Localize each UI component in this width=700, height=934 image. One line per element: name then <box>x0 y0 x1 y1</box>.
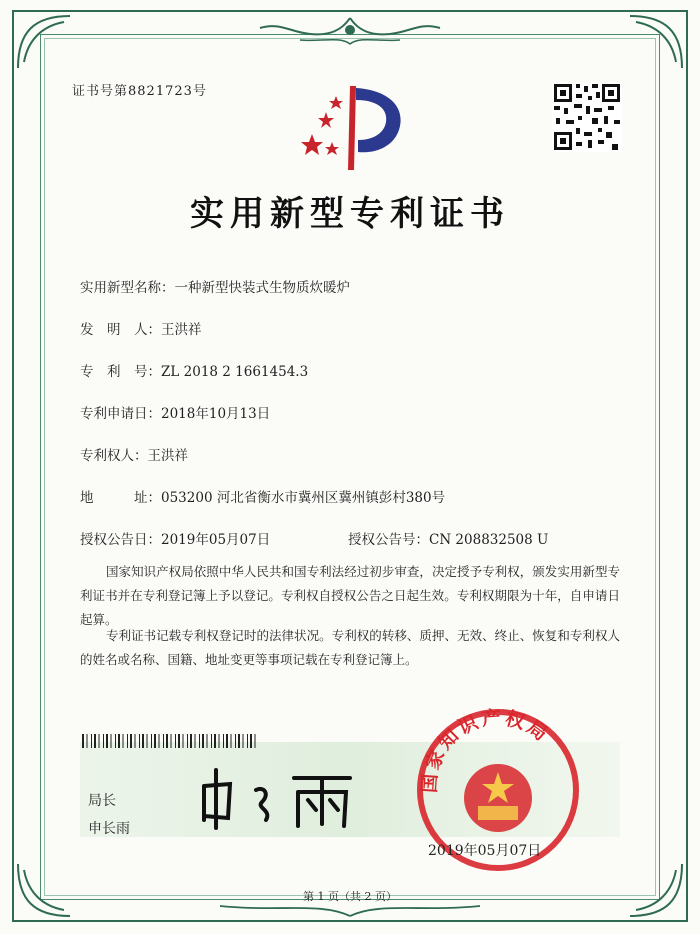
corner-ornament-icon <box>626 12 686 72</box>
address: 053200 河北省衡水市冀州区冀州镇彭村380号 <box>161 490 446 506</box>
field-label: 地 址： <box>80 490 161 506</box>
field-label: 实用新型名称： <box>80 280 175 296</box>
seal-date: 2019年05月07日 <box>428 843 542 859</box>
field-label: 授权公告日： <box>80 532 161 548</box>
certificate-title: 实用新型专利证书 <box>190 194 510 234</box>
address-row <box>80 486 445 506</box>
utility-model-name: 一种新型快装式生物质炊暖炉 <box>174 280 350 296</box>
director-name: 申长雨 <box>88 821 130 837</box>
certificate-number: 证书号第8821723号 <box>72 84 207 99</box>
patent-number: ZL 2018 2 1661454.3 <box>161 364 309 380</box>
grant-number: CN 208832508 U <box>429 532 549 548</box>
inventor-name: 王洪祥 <box>161 322 202 338</box>
grant-number-row <box>348 528 548 548</box>
director-title: 局长 <box>88 793 116 809</box>
patent-number-row <box>80 360 308 380</box>
inventor-row <box>80 318 202 338</box>
patentee-row <box>80 444 188 464</box>
certificate-paragraph: 专利证书记载专利权登记时的法律状况。专利权的转移、质押、无效、终止、恢复和专利权人的姓名或名称、国籍、地址变更等事项记载在专利登记簿上。 <box>80 628 620 667</box>
patentee-name: 王洪祥 <box>147 448 188 464</box>
field-label: 发 明 人： <box>80 322 161 338</box>
certificate-paragraph: 国家知识产权局依照中华人民共和国专利法经过初步审查，决定授予专利权，颁发实用新型专利证书并在专利登记簿上予以登记。专利权自授权公告之日起生效。专利权期限为十年，自申请日起算。 <box>80 564 620 627</box>
barcode-icon <box>82 734 258 748</box>
filing-date: 2018年10月13日 <box>161 406 271 422</box>
field-label: 专 利 号： <box>80 364 161 380</box>
grant-date: 2019年05月07日 <box>161 532 271 548</box>
utility-model-name-row <box>80 276 350 296</box>
filing-date-row <box>80 402 270 422</box>
patent-office-logo-icon <box>292 82 408 172</box>
field-label: 授权公告号： <box>348 532 429 548</box>
qr-code-icon <box>552 82 622 152</box>
corner-ornament-icon <box>14 12 74 72</box>
page-footer: 第 1 页（共 2 页） <box>303 890 397 903</box>
grant-date-row <box>80 528 270 548</box>
top-ornament-icon <box>250 14 450 48</box>
seal-text: 国家知识产权局 <box>418 706 554 794</box>
field-label: 专利申请日： <box>80 406 161 422</box>
handwritten-signature-icon <box>190 764 370 834</box>
field-label: 专利权人： <box>80 448 148 464</box>
